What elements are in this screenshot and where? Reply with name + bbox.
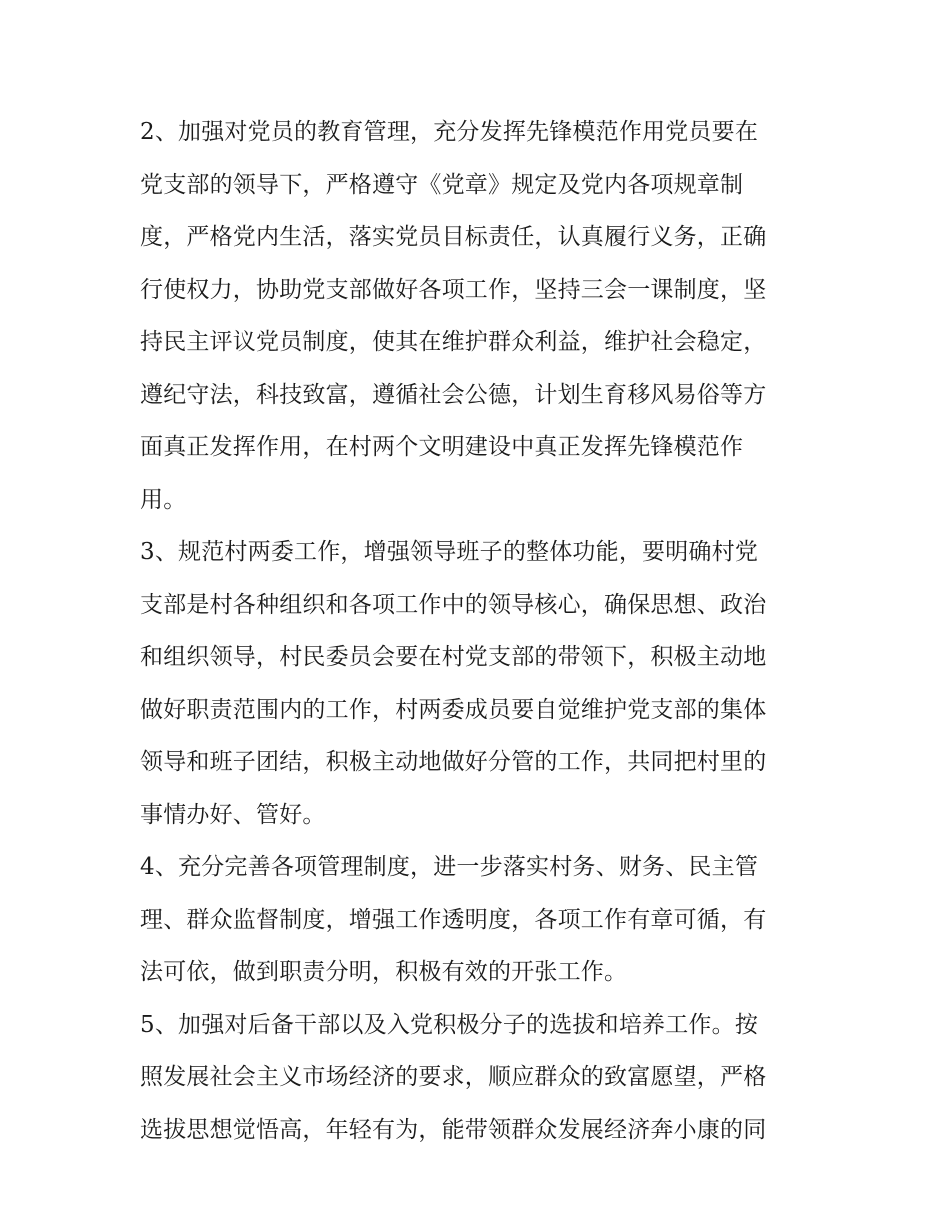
- text-line: 行使权力，协助党支部做好各项工作，坚持三会一课制度，坚: [140, 276, 767, 303]
- text-line: 支部是村各种组织和各项工作中的领导核心，确保思想、政治: [140, 591, 767, 618]
- text-line: 遵纪守法，科技致富，遵循社会公德，计划生育移风易俗等方: [140, 381, 767, 408]
- paragraph-item-4: [140, 841, 812, 999]
- paragraph-item-2: [140, 106, 812, 526]
- text-line: 事情办好、管好。: [140, 801, 326, 828]
- paragraph-item-5: [140, 999, 812, 1157]
- text-line: 持民主评议党员制度，使其在维护群众利益，维护社会稳定，: [140, 329, 767, 355]
- document-body: [140, 106, 812, 1156]
- text-line: 3、规范村两委工作，增强领导班子的整体功能，要明确村党: [140, 539, 759, 565]
- text-line: 选拔思想觉悟高，年轻有为，能带领群众发展经济奔小康的同: [140, 1116, 767, 1143]
- text-line: 2、加强对党员的教育管理，充分发挥先锋模范作用党员要在: [140, 119, 759, 145]
- text-line: 和组织领导，村民委员会要在村党支部的带领下，积极主动地: [140, 644, 767, 670]
- text-line: 5、加强对后备干部以及入党积极分子的选拔和培养工作。按: [140, 1011, 759, 1038]
- text-line: 理、群众监督制度，增强工作透明度，各项工作有章可循，有: [140, 906, 767, 933]
- text-line: 领导和班子团结，积极主动地做好分管的工作，共同把村里的: [140, 749, 767, 775]
- paragraph-item-3: [140, 526, 812, 841]
- text-line: 度，严格党内生活，落实党员目标责任，认真履行义务，正确: [140, 224, 767, 250]
- text-line: 4、充分完善各项管理制度，进一步落实村务、财务、民主管: [140, 854, 759, 880]
- text-line: 照发展社会主义市场经济的要求，顺应群众的致富愿望，严格: [140, 1064, 767, 1090]
- text-line: 面真正发挥作用，在村两个文明建设中真正发挥先锋模范作: [140, 434, 744, 460]
- text-line: 法可依，做到职责分明，积极有效的开张工作。: [140, 959, 628, 985]
- text-line: 党支部的领导下，严格遵守《党章》规定及党内各项规章制: [140, 171, 744, 198]
- text-line: 做好职责范围内的工作，村两委成员要自觉维护党支部的集体: [140, 696, 767, 723]
- text-line: 用。: [140, 486, 187, 513]
